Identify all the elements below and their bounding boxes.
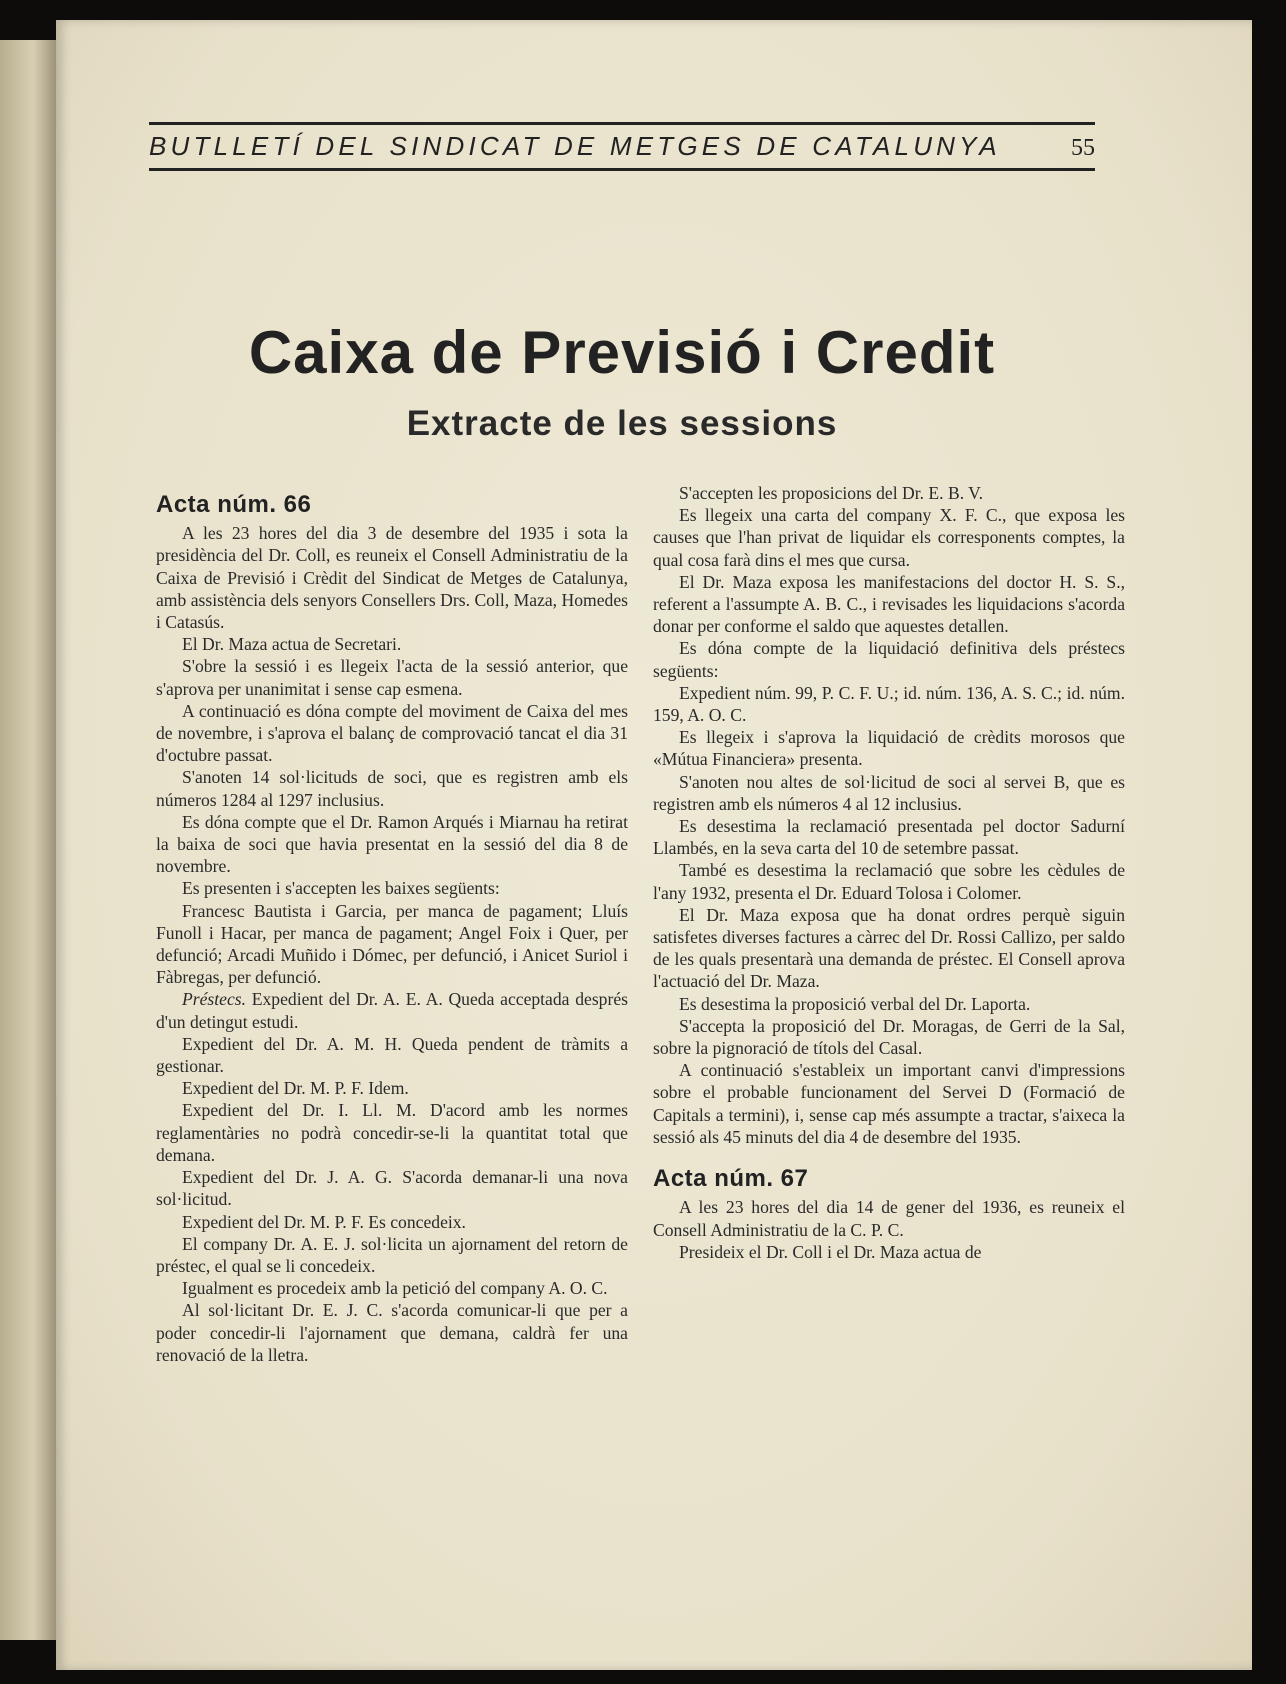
paragraph: Expedient del Dr. A. M. H. Queda pendent de tràmits a gestionar. [156, 1033, 628, 1077]
running-header [149, 122, 1095, 171]
paragraph: Es llegeix i s'aprova la liquidació de crèdits morosos que «Mútua Financiera» presenta. [653, 727, 1125, 770]
paragraph: S'anoten 14 sol·licituds de soci, que es registren amb els números 1284 al 1297 inclusius. [156, 767, 628, 810]
previous-page-edge [0, 40, 56, 1640]
paragraph: També es desestima la reclamació que sobre les cèdules de l'any 1932, presenta el Dr. Eduard Tolosa i Colomer. [653, 860, 1125, 903]
header-rule-top [149, 122, 1095, 125]
paragraph: El Dr. Maza exposa les manifestacions del doctor H. S. S., referent a l'assumpte A. B. C., i revisades les liquidacions s'acorda donar per conforme el saldo que aquestes detallen. [653, 571, 1125, 637]
journal-title: BUTLLETÍ DEL SINDICAT DE METGES DE CATALUNYA [149, 131, 1001, 161]
paragraph: Expedient del Dr. I. Ll. M. D'acord amb les normes reglamentàries no podrà concedir-se-li la quantitat total que demana. [156, 1100, 628, 1165]
paragraph: Expedient del Dr. M. P. F. Idem. [182, 1078, 409, 1099]
paragraph: S'accepten les proposicions del Dr. E. B. V. [679, 483, 984, 503]
paragraph: A les 23 hores del dia 3 de desembre del 1935 i sota la presidència del Dr. Coll, es reuneix el Consell Administratiu de la Caixa de Previsió i Crèdit del Sindicat de Metges de Catalunya, amb assistència dels senyors Consellers Drs. Coll, Maza, Homedes i Catasús. [156, 523, 628, 633]
paragraph: Es llegeix una carta del company X. F. C., que exposa les causes que l'han privat de liquidar els corresponents comptes, la qual cosa farà dins el mes que cursa. [653, 505, 1125, 570]
paragraph: A les 23 hores del dia 14 de gener del 1936, es reuneix el Consell Administratiu de la C. P. C. [653, 1197, 1125, 1240]
page-number: 55 [1071, 135, 1095, 161]
paragraph: Expedient núm. 99, P. C. F. U.; id. núm. 136, A. S. C.; id. núm. 159, A. O. C. [653, 682, 1125, 726]
header-line [149, 131, 1095, 168]
paragraph: El Dr. Maza exposa que ha donat ordres perquè siguin satisfetes diverses factures a càrrec del Dr. Rossi Callizo, per saldo de les quals presentarà una demanda de préstec. El Consell aprova l'actuació del Dr. Maza. [653, 904, 1125, 992]
journal-page [56, 20, 1252, 1670]
article-subtitle: Extracte de les sessions [406, 404, 838, 443]
paragraph: Francesc Bautista i Garcia, per manca de pagament; Lluís Funoll i Hacar, per manca de pagament; Angel Foix i Quer, per defunció; Arcadi Muñido i Dómec, per defunció, i Anicet Suriol i Fàbregas, per defunció. [156, 900, 628, 988]
paragraph: S'obre la sessió i es llegeix l'acta de la sessió anterior, que s'aprova per unanimitat i sense cap esmena. [156, 656, 628, 699]
paragraph: A continuació es dóna compte del moviment de Caixa del mes de novembre, i s'aprova el balanç de comprovació tancat el dia 31 d'octubre passat. [156, 700, 628, 766]
paragraph: Es dóna compte que el Dr. Ramon Arqués i Miarnau ha retirat la baixa de soci que havia presentat en la sessió del dia 8 de novembre. [156, 811, 628, 877]
paragraph: Igualment es procedeix amb la petició del company A. O. C. [182, 1278, 608, 1299]
paragraph: S'anoten nou altes de sol·licitud de soci al servei B, que es registren amb els números 4 al 12 inclusius. [653, 771, 1125, 814]
loans-label: Préstecs. [182, 989, 247, 1010]
article-title: Caixa de Previsió i Credit [248, 319, 996, 386]
right-column [653, 482, 1125, 1263]
paragraph: Expedient del Dr. M. P. F. Es concedeix. [182, 1211, 466, 1232]
paragraph: Es presenten i s'accepten les baixes següents: [182, 878, 500, 899]
paragraph: S'accepta la proposició del Dr. Moragas, de Gerri de la Sal, sobre la pignoració de títols del Casal. [653, 1015, 1125, 1059]
paragraph: Al sol·licitant Dr. E. J. C. s'acorda comunicar-li que per a poder concedir-li l'ajornament que demana, caldrà fer una renovació de la lletra. [156, 1300, 628, 1365]
loans-text: Expedient del Dr. A. E. A. Queda acceptada després d'un detingut estudi. [156, 989, 628, 1032]
paragraph: El Dr. Maza actua de Secretari. [182, 634, 402, 655]
section-heading: Acta núm. 66 [156, 491, 312, 518]
paragraph: Presideix el Dr. Coll i el Dr. Maza actua de [679, 1241, 982, 1262]
paragraph: Expedient del Dr. J. A. G. S'acorda demanar-li una nova sol·licitud. [156, 1167, 628, 1210]
paragraph: El company Dr. A. E. J. sol·licita un ajornament del retorn de préstec, el qual se li concedeix. [156, 1233, 628, 1276]
paragraph: Es desestima la reclamació presentada pel doctor Sadurní Llambés, en la seva carta del 10 de setembre passat. [653, 816, 1125, 859]
section-heading: Acta núm. 67 [653, 1165, 809, 1193]
left-column [156, 491, 628, 1366]
paragraph [156, 988, 628, 1032]
paragraph: Es dóna compte de la liquidació definitiva dels préstecs següents: [653, 638, 1125, 681]
header-rule-bottom [149, 168, 1095, 171]
paragraph: A continuació s'estableix un important canvi d'impressions sobre el probable funcionament del Servei D (Formació de Capitals a termini), i, sense cap més assumpte a tractar, s'aixeca la sessió als 45 minuts del dia 4 de desembre del 1935. [653, 1060, 1125, 1147]
paragraph: Es desestima la proposició verbal del Dr. Laporta. [679, 993, 1031, 1014]
